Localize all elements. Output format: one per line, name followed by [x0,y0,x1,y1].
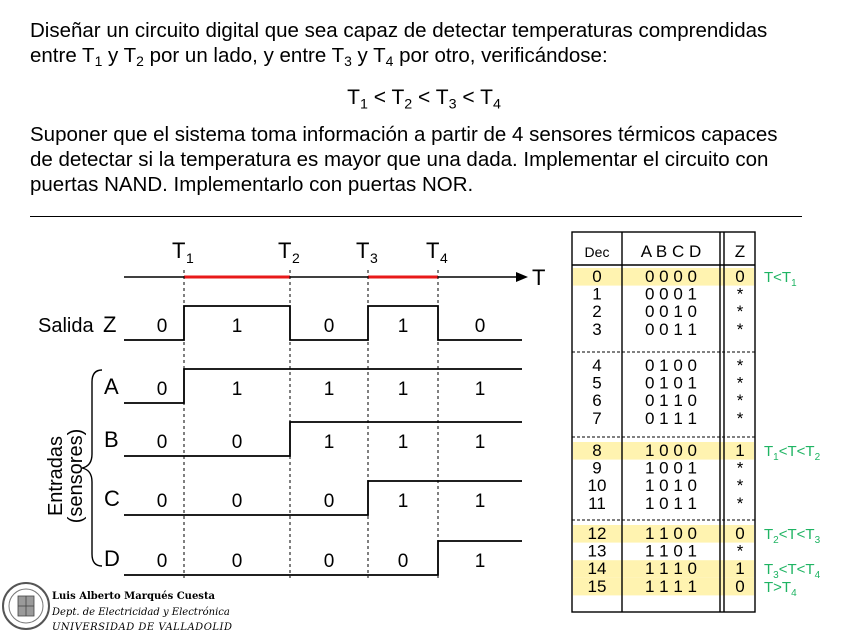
cell-z-4: * [736,356,744,375]
cell-bits-6: 0 1 1 0 [645,391,697,411]
cell-dec-14: 14 [587,559,607,579]
cell-bits-10: 1 0 1 0 [645,476,697,496]
cell-z-8: 1 [735,441,745,460]
cell-z-9: * [736,458,744,478]
signal-name-a: A [104,374,119,399]
temperature-ordering-formula: $T_1 < T_2 < T_3 < T_4$ [347,86,501,113]
cell-dec-11: 11 [588,493,606,513]
author-name: Luis Alberto Marqués Cuesta [52,591,216,602]
cell-bits-0: 0 0 0 0 [645,267,697,286]
cell-bits-7: 0 1 1 1 [645,408,697,428]
level-d-1: 0 [231,551,243,572]
level-b-4: 1 [474,432,486,453]
problem-statement-2: Suponer que el sistema toma información a partir de 4 sensores térmicos capaces de detectar si la temperatura es mayor que una dada. Implementar el circuito con puertas NAND. Implementarlo con puertas NOR. [30,123,778,196]
signal-name-c: C [104,486,120,511]
output-signal-name: Z [103,312,117,337]
svg-text:4: 4 [440,250,448,266]
level-c-1: 0 [231,491,243,512]
cell-bits-11: 1 0 1 1 [645,493,697,513]
cell-dec-13: 13 [587,541,607,561]
cell-dec-3: 3 [592,319,602,339]
svg-text:1: 1 [186,250,194,266]
cell-dec-4: 4 [592,356,602,375]
cell-dec-0: 0 [592,267,602,286]
cell-bits-13: 1 1 0 1 [645,541,697,561]
header-inputs: A B C D [640,242,702,261]
cell-z-1: * [736,284,744,304]
cell-dec-2: 2 [592,302,602,322]
cell-bits-3: 0 0 1 1 [645,319,697,339]
cell-bits-8: 1 0 0 0 [645,441,697,460]
level-z-4: 0 [474,316,486,337]
axis-label: T [532,265,546,290]
cell-dec-10: 10 [587,476,607,496]
output-label: Salida [38,315,94,337]
cell-z-15: 0 [735,576,745,596]
cell-z-5: * [736,373,744,393]
cell-dec-15: 15 [587,576,607,596]
problem-statement-1: Diseñar un circuito digital que sea capaz de detectar temperaturas comprendidas entre $T_1$ y $T_2$ por un lado, y entre $T_3$ y $T_4$ por otro, verificándose: [30,19,768,70]
cell-z-13: * [736,541,744,561]
cell-bits-5: 0 1 0 1 [645,373,697,393]
svg-text:2: 2 [292,250,300,266]
level-z-3: 1 [397,316,409,337]
cell-z-11: * [736,493,744,513]
svg-text:T: T [356,238,370,263]
cell-bits-14: 1 1 1 0 [645,559,697,579]
row-note-15: $T>T_4$ [764,578,797,599]
level-a-0: 0 [156,379,168,400]
cell-dec-6: 6 [592,391,602,411]
cell-dec-1: 1 [592,284,602,304]
cell-bits-4: 0 1 0 0 [645,356,697,375]
level-z-0: 0 [156,316,168,337]
department-name: Dept. de Electricidad y Electrónica [52,607,230,618]
svg-text:(sensores): (sensores) [65,428,87,524]
svg-text:3: 3 [370,250,378,266]
level-b-2: 1 [323,432,335,453]
level-c-2: 0 [323,491,335,512]
university-seal-icon [0,578,60,638]
level-d-2: 0 [323,551,335,572]
cell-bits-9: 1 0 0 1 [645,458,697,478]
svg-text:T: T [426,238,440,263]
svg-text:Entradas: Entradas [45,435,67,517]
cell-bits-1: 0 0 0 1 [645,284,697,304]
level-b-3: 1 [397,432,409,453]
level-z-1: 1 [231,316,243,337]
level-d-4: 1 [474,551,486,572]
statement-line-1: Diseñar un circuito digital que sea capaz de detectar temperaturas comprendidas [30,19,768,42]
level-a-4: 1 [474,379,486,400]
header-dec: Dec [584,244,610,260]
level-z-2: 0 [323,316,335,337]
signal-name-b: B [104,427,119,452]
cell-z-12: 0 [735,524,745,543]
cell-z-10: * [736,476,744,496]
signal-name-d: D [104,546,120,571]
level-d-3: 0 [397,551,409,572]
cell-z-3: * [736,319,744,339]
cell-bits-12: 1 1 0 0 [645,524,697,543]
level-c-3: 1 [397,491,409,512]
row-note-12: $T_2<T<T_3$ [764,526,821,546]
cell-z-7: * [736,408,744,428]
header-output: Z [734,242,746,261]
svg-text:T: T [172,238,186,263]
level-a-2: 1 [323,379,335,400]
cell-dec-12: 12 [587,524,607,543]
cell-bits-2: 0 0 1 0 [645,302,697,322]
cell-z-6: * [736,391,744,411]
row-note-0: $T<T_1$ [764,269,797,289]
cell-dec-5: 5 [592,373,602,393]
level-b-1: 0 [231,432,243,453]
cell-dec-8: 8 [592,441,602,460]
level-b-0: 0 [156,432,168,453]
cell-z-2: * [736,302,744,322]
level-a-3: 1 [397,379,409,400]
level-d-0: 0 [156,551,168,572]
level-c-4: 1 [474,491,486,512]
cell-dec-7: 7 [592,408,602,428]
cell-z-14: 1 [735,559,745,579]
level-a-1: 1 [231,379,243,400]
cell-bits-15: 1 1 1 1 [645,576,697,596]
level-c-0: 0 [156,491,168,512]
cell-z-0: 0 [735,267,745,286]
row-note-14: $T_3<T<T_4$ [764,561,821,582]
university-name: UNIVERSIDAD DE VALLADOLID [52,622,233,633]
cell-dec-9: 9 [592,458,602,478]
svg-text:T: T [278,238,292,263]
row-note-8: $T_1<T<T_2$ [764,443,821,463]
